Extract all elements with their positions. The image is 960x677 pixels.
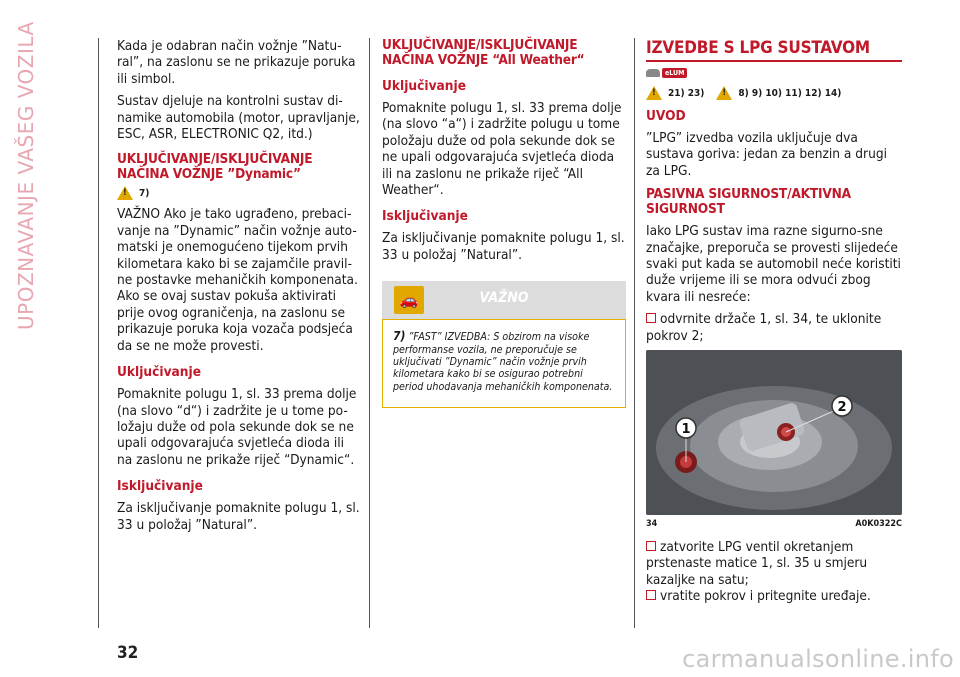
- figure-label-1: 1: [681, 422, 691, 438]
- important-notice-box: [382, 281, 626, 408]
- subheading-deactivation: Isključivanje: [382, 208, 468, 225]
- bullet-item-1: [646, 311, 902, 344]
- paragraph-system-effect: Sustav djeluje na kontrolni sustav di-namike automobila (motor, upravljanje, ESC, ASR, ELECTRONIC Q2, itd.): [117, 93, 360, 143]
- important-notice-body: [382, 319, 626, 408]
- paragraph-natural-mode: Kada je odabran način vožnje ”Natu-ral”, na zaslonu se ne prikazuje poruka ili simbol.: [117, 38, 356, 87]
- warning-triangle-icon: [646, 86, 662, 100]
- warning-ref-number: 7): [139, 187, 150, 199]
- paragraph-dynamic-important: VAŽNO Ako je tako ugrađeno, prebaci-vanje na ”Dynamic” način vožnje auto-matski je onemogućeno tijekom prvih kilometara kako bi se zajamčile pravil-ne postavke mehaničkih komponenata. Ako se ovaj sustav pokuša aktivirati prije ovog ograničenja, na zaslonu se prikazuje poruka koja vozača podsjeća da se ne može provesti.: [117, 206, 358, 354]
- figure-label-2: 2: [837, 400, 847, 416]
- subheading-activation: Uključivanje: [117, 364, 201, 381]
- figure-caption: [646, 519, 902, 529]
- watermark: carmanualsonline.info: [682, 645, 954, 673]
- paragraph-dynamic-activation: Pomaknite polugu 1, sl. 33 prema dolje (na slovo “d“) i zadržite je u tome po-ložaju duže od pola sekunde dok se ne upali odgovarajuća svjetleća dioda ili na zaslonu ne prikaže riječ “Dynamic“.: [117, 386, 357, 468]
- checkbox-bullet-icon: [646, 313, 656, 323]
- checkbox-bullet-icon: [646, 541, 656, 551]
- bullet-text-3: vratite pokrov i pritegnite uređaje.: [660, 588, 871, 605]
- column-3: [646, 38, 902, 611]
- car-warning-icon: 🚗: [394, 286, 424, 314]
- side-section-title-text: UPOZNAVANJE VAŠEG VOZILA: [14, 21, 38, 330]
- section-title-underline: [646, 60, 902, 62]
- paragraph-intro: ”LPG” izvedba vozila uključuje dva sustava goriva: jedan za benzin a drugi za LPG.: [646, 130, 887, 179]
- subheading-activation: Uključivanje: [382, 78, 466, 94]
- heading-dynamic-mode: UKLJUČIVANJE/ISKLJUČIVANJE NAČINA VOŽNJE ”Dynamic”: [117, 151, 313, 183]
- paragraph-all-weather-activation: Pomaknite polugu 1, sl. 33 prema dolje (na slovo “a“) i zadržite polugu u tome položaju duže od pola sekunde dok se ne upali odgovarajuća svjetleća dioda ili na zaslonu ne prikaže riječ “All Weather“.: [382, 100, 622, 199]
- important-notice-title: VAŽNO: [479, 290, 529, 307]
- warning-triangle-icon: [117, 186, 133, 200]
- important-notice-header: [382, 281, 626, 319]
- warning-refs-a: 21) 23): [668, 87, 705, 99]
- spare-wheel-well-illustration: [646, 350, 902, 515]
- warning-references: [646, 86, 902, 100]
- page-number: 32: [117, 643, 139, 663]
- bullet-text-2: zatvorite LPG ventil okretanjem prstenaste matice 1, sl. 35 u smjeru kazaljke na satu;: [646, 539, 868, 588]
- figure-code: A0K0322C: [855, 519, 902, 530]
- subheading-intro: UVOD: [646, 108, 686, 124]
- lum-tag: eLUM: [662, 68, 687, 78]
- car-icon: [646, 69, 660, 77]
- bullet-text-1: odvrnite držače 1, sl. 34, te uklonite pokrov 2;: [646, 311, 882, 344]
- column-divider-2: [634, 38, 635, 628]
- caution-triangle-icon: [716, 86, 732, 100]
- checkbox-bullet-icon: [646, 590, 656, 600]
- warning-reference: [117, 186, 360, 200]
- bullet-item-2: [646, 539, 902, 588]
- lum-badge: [646, 68, 687, 78]
- subheading-deactivation: Isključivanje: [117, 478, 203, 495]
- paragraph-all-weather-deactivation: Za isključivanje pomaknite polugu 1, sl. 33 u položaj ”Natural”.: [382, 230, 625, 263]
- left-margin-rule: [98, 38, 99, 628]
- figure-34: [646, 350, 902, 515]
- warning-refs-b: 8) 9) 10) 11) 12) 14): [738, 87, 842, 99]
- heading-all-weather-mode: UKLJUČIVANJE/ISKLJUČIVANJE NAČINA VOŽNJE “All Weather“: [382, 37, 585, 68]
- notice-text: ”FAST” IZVEDBA: S obzirom na visoke performanse vozila, ne preporučuje se uključivati ”Dynamic” način vožnje prvih kilometara kako bi se osigurao potrebni period uhodavanja mehaničkih komponenata.: [393, 331, 613, 393]
- paragraph-dynamic-deactivation: Za isključivanje pomaknite polugu 1, sl. 33 u položaj ”Natural”.: [117, 500, 360, 533]
- column-divider-1: [369, 38, 370, 628]
- heading-passive-active-safety: PASIVNA SIGURNOST/AKTIVNA SIGURNOST: [646, 186, 851, 218]
- side-section-title: [14, 21, 74, 330]
- column-2: [382, 38, 626, 408]
- notice-ref-number: 7): [393, 329, 406, 344]
- figure-number: 34: [646, 519, 658, 530]
- section-title-lpg: IZVEDBE S LPG SUSTAVOM: [646, 38, 870, 58]
- column-1: [117, 38, 360, 539]
- paragraph-safety: Iako LPG sustav ima razne sigurno-sne značajke, preporuča se provesti slijedeće svaki put kada se automobil neće koristiti duže vrijeme ili se mora odvući zbog kvara ili nesreće:: [646, 223, 901, 305]
- bullet-item-3: [646, 588, 902, 604]
